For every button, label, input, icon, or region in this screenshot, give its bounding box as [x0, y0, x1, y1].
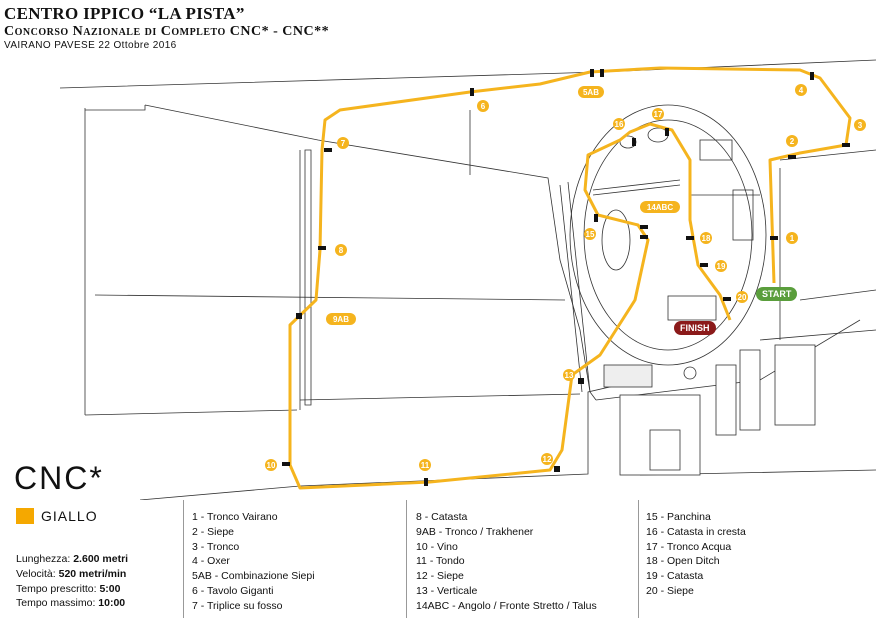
stat-time-allowed: Tempo prescritto: 5:00 [16, 582, 121, 595]
stat-speed: Velocità: 520 metri/min [16, 567, 127, 580]
stat-length: Lunghezza: 2.600 metri [16, 553, 129, 565]
legend-item: 15 - Panchina [646, 511, 711, 523]
legend-item: 2 - Siepe [192, 525, 235, 538]
legend-item: 4 - Oxer [192, 555, 230, 568]
fence-17-label: 17 [653, 109, 663, 119]
divider [406, 500, 407, 618]
legend-item: 14ABC - Angolo / Fronte Stretto / Talus [416, 599, 597, 612]
fence-19-label: 19 [716, 261, 726, 271]
fence-1-label: 1 [789, 233, 795, 243]
event-title: CENTRO IPPICO “LA PISTA” [4, 4, 245, 23]
legend-item: 19 - Catasta [646, 570, 704, 583]
legend-item: 7 - Triplice su fosso [192, 599, 283, 612]
legend-item: 16 - Catasta in cresta [646, 525, 746, 538]
level-name: CNC* [14, 460, 104, 496]
legend-item: 6 - Tavolo Giganti [192, 584, 274, 597]
fence-16-label: 16 [614, 119, 624, 129]
fence-18-label: 18 [701, 233, 711, 243]
color-swatch [16, 508, 34, 524]
fence-15-label: 15 [585, 229, 595, 239]
fence-7-label: 7 [340, 138, 346, 148]
legend-item: 18 - Open Ditch [646, 555, 720, 568]
stat-time-limit: Tempo massimo: 10:00 [16, 597, 126, 610]
legend-item: 13 - Verticale [416, 584, 478, 597]
event-dateline: VAIRANO PAVESE 22 Ottobre 2016 [4, 40, 177, 51]
legend-col-1 [192, 510, 315, 614]
fence-10-label: 10 [266, 460, 276, 470]
divider [638, 500, 639, 618]
legend-item: 1 - Tronco Vairano [192, 511, 278, 523]
legend-item: 12 - Siepe [416, 570, 464, 583]
legend-item: 3 - Tronco [192, 540, 240, 553]
fence-12-label: 12 [542, 454, 552, 464]
fence-6-label: 6 [480, 101, 486, 111]
fence-8-label: 8 [338, 245, 344, 255]
event-subtitle: Concorso Nazionale di Completo CNC* - CNC** [4, 24, 330, 39]
level-color-key [16, 508, 98, 524]
legend-item: 11 - Tondo [416, 555, 465, 568]
legend-item: 8 - Catasta [416, 511, 468, 523]
fence-2-label: 2 [789, 136, 795, 146]
fence-20-label: 20 [737, 292, 747, 302]
fence-5ab-label: 5AB [582, 87, 599, 97]
legend-item: 9AB - Tronco / Trakhener [416, 525, 534, 538]
course-stats [16, 552, 128, 611]
level-color-label: GIALLO [41, 508, 98, 524]
divider [183, 500, 184, 618]
fence-3-label: 3 [857, 120, 863, 130]
fence-9ab-label: 9AB [332, 314, 349, 324]
fence-13-label: 13 [564, 370, 574, 380]
legend-item: 17 - Tronco Acqua [646, 540, 732, 553]
fence-14abc-label: 14ABC [646, 202, 674, 212]
legend-item: 10 - Vino [416, 540, 458, 553]
legend-item: 20 - Siepe [646, 584, 694, 597]
start-badge: START [756, 287, 797, 301]
finish-badge: FINISH [674, 321, 716, 335]
legend-item: 5AB - Combinazione Siepi [192, 570, 315, 583]
legend-col-3 [646, 510, 746, 599]
legend-col-2 [416, 510, 597, 614]
fence-4-label: 4 [798, 85, 804, 95]
fence-11-label: 11 [420, 460, 430, 470]
